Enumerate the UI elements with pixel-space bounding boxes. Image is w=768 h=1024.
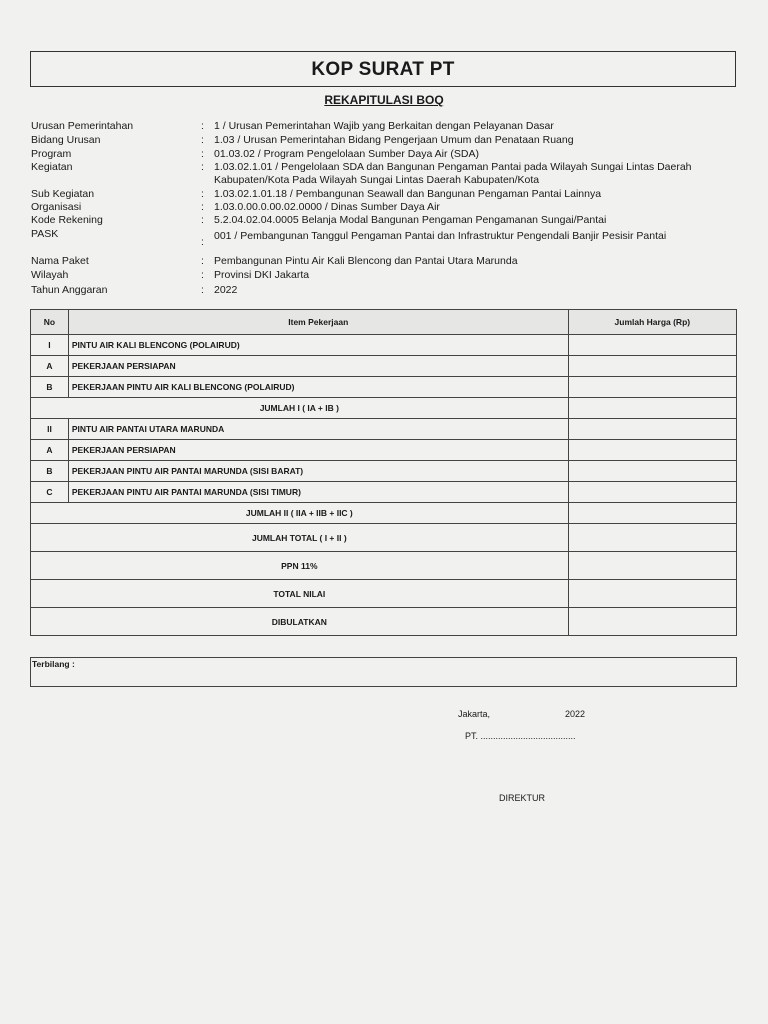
- row-item: PEKERJAAN PINTU AIR PANTAI MARUNDA (SISI TIMUR): [68, 482, 568, 503]
- row-item: PINTU AIR PANTAI UTARA MARUNDA: [68, 419, 568, 440]
- table-header-row: [31, 310, 737, 335]
- info-value: 1.03.02.1.01 / Pengelolaan SDA dan Bangunan Pengaman Pantai pada Wilayah Sungai Lintas Daerah Kabupaten/Kota Pada Wilayah Sungai Lintas Daerah Kabupaten/Kota: [214, 161, 692, 186]
- info-colon: :: [201, 236, 204, 248]
- terbilang-box: [30, 657, 737, 687]
- info-label: Organisasi: [31, 201, 82, 213]
- total-label: TOTAL NILAI: [31, 580, 569, 608]
- terbilang-label: Terbilang :: [32, 659, 75, 669]
- row-harga: [568, 419, 736, 440]
- total-row: [31, 524, 737, 552]
- table-row: [31, 440, 737, 461]
- document-subtitle: REKAPITULASI BOQ: [324, 93, 444, 107]
- subtotal-row: [31, 398, 737, 419]
- info-label: Kode Rekening: [31, 214, 103, 226]
- row-harga: [568, 552, 736, 580]
- row-item: PEKERJAAN PINTU AIR KALI BLENCONG (POLAIRUD): [68, 377, 568, 398]
- info-value: 1 / Urusan Pemerintahan Wajib yang Berkaitan dengan Pelayanan Dasar: [214, 120, 554, 132]
- info-colon: :: [201, 214, 204, 226]
- total-label: DIBULATKAN: [31, 608, 569, 636]
- info-colon: :: [201, 255, 204, 267]
- info-value: 2022: [214, 284, 238, 296]
- info-colon: :: [201, 161, 204, 173]
- table-row: [31, 482, 737, 503]
- info-colon: :: [201, 148, 204, 160]
- subtotal-label: JUMLAH II ( IIA + IIB + IIC ): [31, 503, 569, 524]
- info-colon: :: [201, 134, 204, 146]
- info-colon: :: [201, 284, 204, 296]
- letterhead-title: KOP SURAT PT: [311, 59, 455, 80]
- table-row: [31, 419, 737, 440]
- info-value: Provinsi DKI Jakarta: [214, 269, 310, 281]
- table-row: [31, 377, 737, 398]
- info-label: Kegiatan: [31, 161, 73, 173]
- row-item: PEKERJAAN PINTU AIR PANTAI MARUNDA (SISI BARAT): [68, 461, 568, 482]
- row-no: A: [31, 356, 69, 377]
- row-harga: [568, 398, 736, 419]
- info-label: Sub Kegiatan: [31, 188, 95, 200]
- total-row: [31, 608, 737, 636]
- header-item: Item Pekerjaan: [68, 310, 568, 335]
- info-colon: :: [201, 269, 204, 281]
- row-no: I: [31, 335, 69, 356]
- row-harga: [568, 482, 736, 503]
- row-no: II: [31, 419, 69, 440]
- info-value: Pembangunan Pintu Air Kali Blencong dan Pantai Utara Marunda: [214, 255, 518, 267]
- signature-city: Jakarta,: [458, 709, 491, 719]
- info-colon: :: [201, 120, 204, 132]
- row-item: PEKERJAAN PERSIAPAN: [68, 356, 568, 377]
- info-value: 5.2.04.02.04.0005 Belanja Modal Bangunan Pengaman Pengamanan Sungai/Pantai: [214, 214, 607, 226]
- info-label: Program: [31, 148, 72, 160]
- info-value: 1.03 / Urusan Pemerintahan Bidang Pengerjaan Umum dan Penataan Ruang: [214, 134, 574, 146]
- total-row: [31, 580, 737, 608]
- info-label: Nama Paket: [31, 255, 89, 267]
- boq-table: [30, 309, 737, 636]
- signature-position: DIREKTUR: [499, 793, 546, 803]
- row-no: B: [31, 461, 69, 482]
- row-harga: [568, 524, 736, 552]
- row-harga: [568, 461, 736, 482]
- letterhead-box: [30, 51, 736, 87]
- info-value: 001 / Pembangunan Tanggul Pengaman Pantai dan Infrastruktur Pengendali Banjir Pesisir Pantai: [214, 230, 667, 242]
- row-harga: [568, 356, 736, 377]
- info-label: Bidang Urusan: [31, 134, 101, 146]
- row-harga: [568, 335, 736, 356]
- signature-year: 2022: [565, 709, 586, 719]
- subtotal-label: JUMLAH I ( IA + IB ): [31, 398, 569, 419]
- info-value: 01.03.02 / Program Pengelolaan Sumber Daya Air (SDA): [214, 148, 479, 160]
- info-value: 1.03.0.00.0.00.02.0000 / Dinas Sumber Daya Air: [214, 201, 440, 213]
- row-no: B: [31, 377, 69, 398]
- info-label: Wilayah: [31, 269, 69, 281]
- info-label: PASK: [31, 228, 59, 240]
- row-harga: [568, 440, 736, 461]
- row-item: PINTU AIR KALI BLENCONG (POLAIRUD): [68, 335, 568, 356]
- subtotal-row: [31, 503, 737, 524]
- row-no: A: [31, 440, 69, 461]
- info-label: Tahun Anggaran: [31, 284, 108, 296]
- row-item: PEKERJAAN PERSIAPAN: [68, 440, 568, 461]
- row-harga: [568, 503, 736, 524]
- header-harga: Jumlah Harga (Rp): [568, 310, 736, 335]
- row-harga: [568, 377, 736, 398]
- table-row: [31, 335, 737, 356]
- total-row: [31, 552, 737, 580]
- row-no: C: [31, 482, 69, 503]
- total-label: JUMLAH TOTAL ( I + II ): [31, 524, 569, 552]
- info-label: Urusan Pemerintahan: [31, 120, 134, 132]
- total-label: PPN 11%: [31, 552, 569, 580]
- info-value: 1.03.02.1.01.18 / Pembangunan Seawall dan Bangunan Pengaman Pantai Lainnya: [214, 188, 602, 200]
- row-harga: [568, 608, 736, 636]
- info-colon: :: [201, 201, 204, 213]
- signature-company: PT. ......................................: [465, 731, 576, 741]
- info-colon: :: [201, 188, 204, 200]
- row-harga: [568, 580, 736, 608]
- table-row: [31, 356, 737, 377]
- header-no: No: [31, 310, 69, 335]
- table-row: [31, 461, 737, 482]
